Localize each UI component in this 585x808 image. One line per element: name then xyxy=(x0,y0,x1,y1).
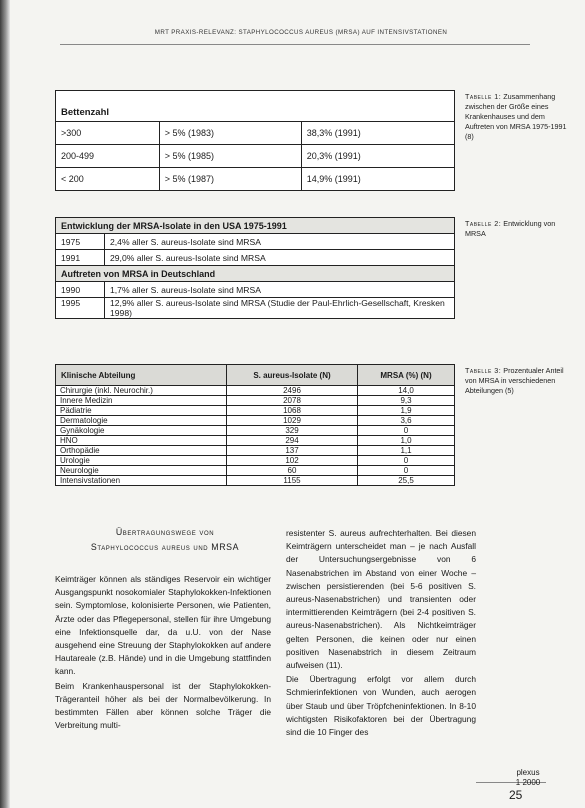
table-cell: Orthopädie xyxy=(56,446,227,456)
table-cell: 29,0% aller S. aureus-Isolate sind MRSA xyxy=(105,250,455,266)
caption-label: Tabelle 1: xyxy=(465,92,502,101)
table-row xyxy=(56,122,455,145)
table3-caption xyxy=(465,366,575,396)
table-cell: 2078 xyxy=(227,396,358,406)
table-cell: 0 xyxy=(358,466,455,476)
table-row xyxy=(56,396,455,406)
table-cell: > 5% (1985) xyxy=(159,145,301,168)
journal-brand xyxy=(508,768,548,788)
table-row xyxy=(56,145,455,168)
table-cell: Chirurgie (inkl. Neurochir.) xyxy=(56,386,227,396)
journal-issue: 1 2000 xyxy=(515,778,541,787)
table-cell: Neurologie xyxy=(56,466,227,476)
paragraph: Die Übertragung erfolgt vor allem durch Schmierinfektionen von Wunden, auch aerogen über Staub und über Tröpfcheninfektionen. In 8-10 wichtigsten Risikofaktoren bei der Übertragung sind die 10 Finger des xyxy=(286,674,476,738)
table-row xyxy=(56,282,455,298)
table-row xyxy=(56,250,455,266)
body-column-left xyxy=(55,573,271,733)
table-cell: 294 xyxy=(227,436,358,446)
table-row xyxy=(56,476,455,486)
table-cell: 1975 xyxy=(56,234,105,250)
caption-label: Tabelle 3: xyxy=(465,366,502,375)
table-row xyxy=(56,446,455,456)
page-number: 25 xyxy=(509,788,523,802)
caption-text: Zusammenhang zwischen der Größe eines Krankenhauses und dem Auftreten von MRSA 1975-1991 (8) xyxy=(465,92,567,141)
table-cell: 9,3 xyxy=(358,396,455,406)
table-cell: 102 xyxy=(227,456,358,466)
table-bed-count xyxy=(55,90,455,191)
table3-col-header: Klinische Abteilung xyxy=(56,365,227,386)
table-cell: 1995 xyxy=(56,298,105,319)
table-cell: 1029 xyxy=(227,416,358,426)
table-cell: 0 xyxy=(358,426,455,436)
table-cell: Pädiatrie xyxy=(56,406,227,416)
table-cell: HNO xyxy=(56,436,227,446)
journal-name: plexus xyxy=(516,768,540,777)
table-cell: 20,3% (1991) xyxy=(301,145,454,168)
table-cell: < 200 xyxy=(56,168,160,191)
table-cell: 329 xyxy=(227,426,358,436)
section-heading-line: Übertragungswege von xyxy=(115,527,215,537)
table-cell: 12,9% aller S. aureus-Isolate sind MRSA (Studie der Paul-Ehrlich-Gesellschaft, Kresken 1998) xyxy=(105,298,455,319)
table-row xyxy=(56,168,455,191)
table2-caption xyxy=(465,219,575,239)
table-row xyxy=(56,456,455,466)
page-binding-shadow xyxy=(0,0,10,808)
table-cell: 14,9% (1991) xyxy=(301,168,454,191)
table-cell: Urologie xyxy=(56,456,227,466)
table-cell: 3,6 xyxy=(358,416,455,426)
table-cell: 1068 xyxy=(227,406,358,416)
table-cell: 14,0 xyxy=(358,386,455,396)
paragraph: resistenter S. aureus aufrechterhalten. Bei diesen Keimträgern unterscheidet man – je nach Ausfall der Untersuchungsergebnisse von 6 Nasenabstrichen im Abstand von einer Woche – zwischen persistierenden (bei 5-6 positiven S. aureus-Nasenabstrichen) und transienten oder intermittierenden Keimträgern (bei 2-4 positiven S. aureus-Nasenabstrichen). Als Nichtkeimträger gelten Personen, die keinen oder nur einen positiven Nasenabstrich in diesem Zeitraum aufweisen (11). xyxy=(286,528,476,671)
table-cell: 60 xyxy=(227,466,358,476)
table-cell: 1,9 xyxy=(358,406,455,416)
table-row xyxy=(56,298,455,319)
table-departments xyxy=(55,364,455,486)
body-column-right xyxy=(286,527,476,740)
table-cell: 25,5 xyxy=(358,476,455,486)
table-cell: > 5% (1983) xyxy=(159,122,301,145)
table-cell: 137 xyxy=(227,446,358,456)
caption-label: Tabelle 2: xyxy=(465,219,502,228)
table1-heading: Bettenzahl xyxy=(56,91,455,122)
table-cell: Gynäkologie xyxy=(56,426,227,436)
table-row xyxy=(56,234,455,250)
caption-text: Entwicklung von MRSA xyxy=(465,219,556,238)
table-cell: >300 xyxy=(56,122,160,145)
table-cell: 38,3% (1991) xyxy=(301,122,454,145)
paragraph: Beim Krankenhauspersonal ist der Staphylokokken-Trägeranteil höher als bei der Normalbevölkerung. In bestimmten Fällen aber können solche Träger die Verbreitung multi- xyxy=(55,680,271,731)
table-row xyxy=(56,426,455,436)
table-cell: 0 xyxy=(358,456,455,466)
table-row xyxy=(56,466,455,476)
table-cell: 1,7% aller S. aureus-Isolate sind MRSA xyxy=(105,282,455,298)
table-cell: 1,0 xyxy=(358,436,455,446)
section-heading xyxy=(60,525,270,555)
table-cell: 1991 xyxy=(56,250,105,266)
table3-body xyxy=(56,386,455,486)
table2-heading-de: Auftreten von MRSA in Deutschland xyxy=(56,266,455,282)
table-cell: 1,1 xyxy=(358,446,455,456)
table-cell: Dermatologie xyxy=(56,416,227,426)
table-row xyxy=(56,436,455,446)
table-cell: Innere Medizin xyxy=(56,396,227,406)
section-heading-line: Staphylococcus aureus und MRSA xyxy=(90,542,240,552)
table-cell: > 5% (1987) xyxy=(159,168,301,191)
table-cell: 2,4% aller S. aureus-Isolate sind MRSA xyxy=(105,234,455,250)
table-cell: 1155 xyxy=(227,476,358,486)
table-cell: 2496 xyxy=(227,386,358,396)
table3-col-header: MRSA (%) (N) xyxy=(358,365,455,386)
table-cell: 1990 xyxy=(56,282,105,298)
caption-text: Prozentualer Anteil von MRSA in verschiedenen Abteilungen (5) xyxy=(465,366,564,395)
table-cell: 200-499 xyxy=(56,145,160,168)
header-rule xyxy=(60,44,530,45)
table-row xyxy=(56,416,455,426)
table-row xyxy=(56,406,455,416)
running-header: MRT PRAXIS-RELEVANZ: STAPHYLOCOCCUS AUREUS (MRSA) AUF INTENSIVSTATIONEN xyxy=(154,29,448,36)
table-row xyxy=(56,386,455,396)
table1-caption xyxy=(465,92,575,142)
table2-heading-usa: Entwicklung der MRSA-Isolate in den USA 1975-1991 xyxy=(56,218,455,234)
table3-col-header: S. aureus-Isolate (N) xyxy=(227,365,358,386)
table-mrsa-development xyxy=(55,217,455,319)
table-cell: Intensivstationen xyxy=(56,476,227,486)
paragraph: Keimträger können als ständiges Reservoir ein wichtiger Ausgangspunkt nosokomialer Staphylokokken-Infektionen sein. Symptomlose, kolonisierte Personen, wie Patienten, Ärzte oder das Pflegepersonal, stellen für ihre Umgebung eine Infektionsquelle dar, da u.U. von der Nase ausgehend eine Streuung der Staphylokokken auf andere Hautareale (z.B. Hände) und in die Umgebung stattfinden kann. xyxy=(55,574,271,677)
